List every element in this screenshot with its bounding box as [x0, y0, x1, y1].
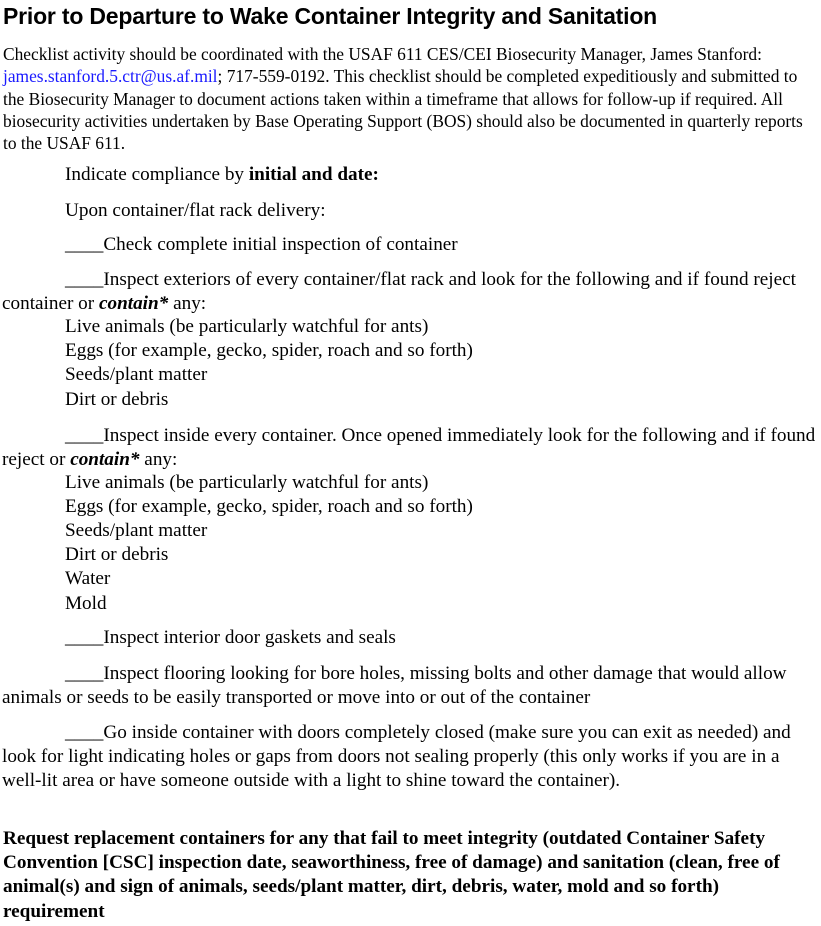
list-item: Dirt or debris: [65, 389, 169, 410]
initial-blank[interactable]: ____: [65, 269, 104, 290]
intro-text-2: ; 717-559-0192. This checklist should be completed expeditiously and submitted to the Biosecurity Manager to document actions taken within a timeframe that allows for follow-up if required. All biosecurity activities undertaken by Base Operating Support (BOS) should also be documented in quarterly reports to the USAF 611.: [3, 66, 803, 154]
contain-emphasis: contain*: [98, 293, 169, 314]
page-title: Prior to Departure to Wake Container Integrity and Sanitation: [3, 3, 658, 29]
checklist-item-exterior-inspection: ____Inspect exteriors of every container/flat rack and look for the following and if found reject container or contain* any:: [2, 269, 796, 314]
checklist-item-interior-inspection: ____Inspect inside every container. Once opened immediately look for the following and if found reject or contain* any:: [2, 425, 816, 470]
checklist-item-light-test: ____Go inside container with doors completely closed (make sure you can exit as needed) and look for light indicating holes or gaps from doors not sealing properly (this only works if you are in a well-lit area or have someone outside with a light to shine toward the container).: [2, 722, 791, 791]
compliance-bold: initial and date:: [248, 164, 379, 185]
intro-text-1: Checklist activity should be coordinated with the USAF 611 CES/CEI Biosecurity Manager, James Stanford:: [3, 44, 762, 64]
initial-blank[interactable]: ____: [65, 663, 104, 684]
initial-blank[interactable]: ____: [65, 234, 104, 255]
checklist-item-door-gaskets: ____Inspect interior door gaskets and seals: [65, 627, 396, 648]
list-item: Live animals (be particularly watchful for ants): [65, 472, 429, 493]
list-item: Live animals (be particularly watchful for ants): [65, 316, 429, 337]
list-item: Eggs (for example, gecko, spider, roach and so forth): [65, 340, 473, 361]
compliance-instruction: Indicate compliance by initial and date:: [65, 164, 379, 185]
initial-blank[interactable]: ____: [65, 627, 104, 648]
list-item: Mold: [65, 593, 107, 614]
list-item: Eggs (for example, gecko, spider, roach and so forth): [65, 496, 473, 517]
list-item: Water: [65, 568, 111, 589]
intro-paragraph: [3, 43, 808, 154]
initial-blank[interactable]: ____: [65, 425, 104, 446]
replacement-request-note: Request replacement containers for any that fail to meet integrity (outdated Container Safety Convention [CSC] inspection date, seaworthiness, free of damage) and sanitation (clean, free of animal(s) and sign of animals, seeds/plant matter, dirt, debris, water, mold and so forth) requirement: [3, 828, 780, 922]
checklist-item-flooring: ____Inspect flooring looking for bore holes, missing bolts and other damage that would allow animals or seeds to be easily transported or move into or out of the container: [2, 663, 787, 708]
initial-blank[interactable]: ____: [65, 722, 104, 743]
list-item: Seeds/plant matter: [65, 520, 208, 541]
list-item: Seeds/plant matter: [65, 364, 208, 385]
list-item: Dirt or debris: [65, 544, 169, 565]
delivery-heading: Upon container/flat rack delivery:: [65, 200, 326, 221]
checklist-item-initial-inspection: ____Check complete initial inspection of container: [65, 234, 458, 255]
contain-emphasis: contain*: [70, 449, 140, 470]
email-link[interactable]: james.stanford.5.ctr@us.af.mil: [3, 66, 218, 87]
